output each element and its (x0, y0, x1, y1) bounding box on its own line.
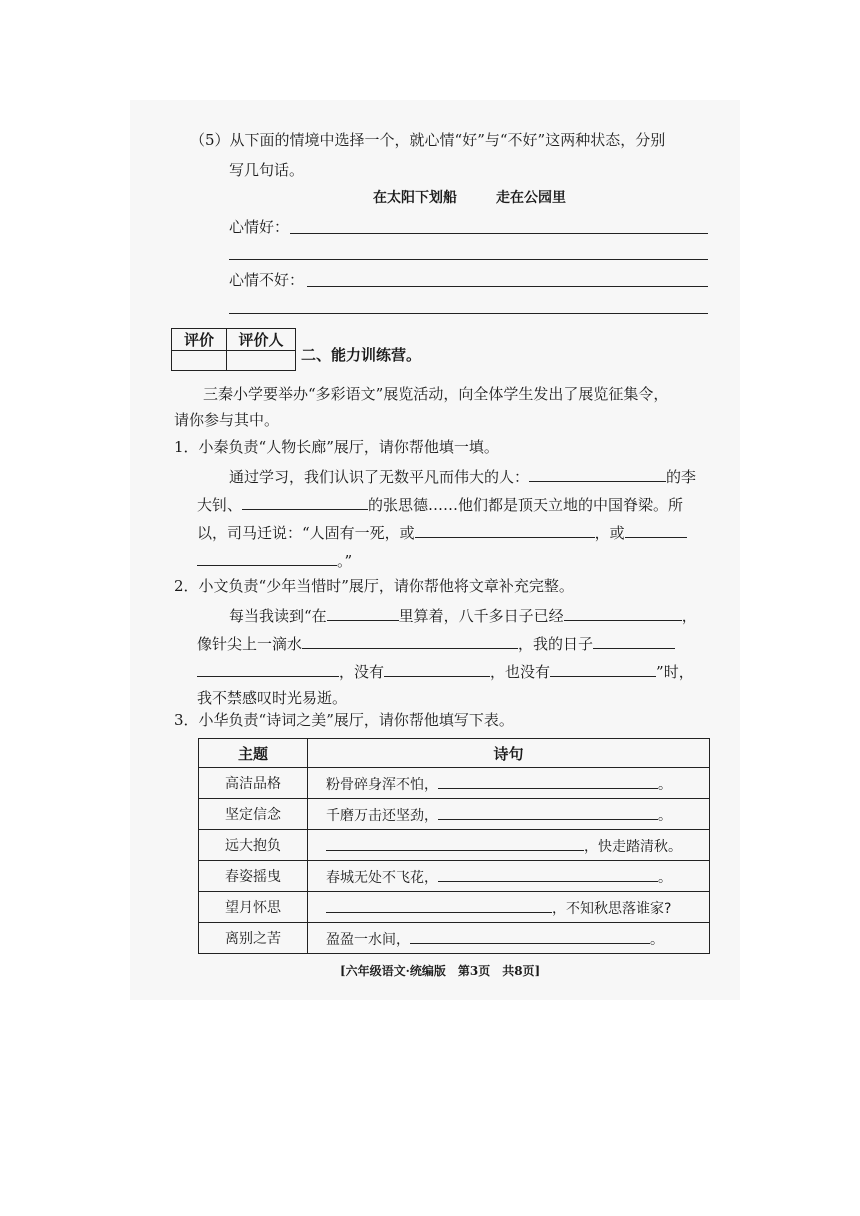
theme-cell: 远大抱负 (199, 830, 308, 861)
item2-blank-6[interactable] (384, 660, 490, 677)
verse-blank[interactable] (410, 927, 650, 944)
verse-start: 粉骨碎身浑不怕， (326, 777, 438, 793)
verse-start: 盈盈一水间， (326, 932, 410, 948)
section-title: 二、能力训练营。 (301, 346, 422, 364)
item1-blank-1[interactable] (529, 465, 666, 482)
item2-blank-3[interactable] (302, 632, 518, 649)
item2-text-c: ， (681, 607, 697, 625)
poetry-table (198, 738, 710, 954)
item1-text-b: 的李 (666, 468, 697, 486)
scene-option-1: 在太阳下划船 (373, 190, 457, 206)
item2-text-e: ，我的日子 (518, 635, 594, 653)
good-mood-answer-line[interactable] (290, 233, 708, 234)
q5-prompt-line2: 写几句话。 (229, 161, 305, 179)
evaluator-cell[interactable] (227, 351, 296, 371)
item2-heading: 2．小文负责“少年当惜时”展厅，请你帮他将文章补充完整。 (174, 577, 574, 595)
evaluator-header: 评价人 (227, 329, 296, 351)
scene-option-2: 走在公园里 (496, 190, 566, 206)
poetry-table-header (199, 739, 710, 768)
item2-text-f: ，没有 (339, 663, 385, 681)
verse-end: ，快走踏清秋。 (584, 839, 682, 855)
table-row (199, 830, 710, 861)
verse-blank[interactable] (438, 772, 658, 789)
item1-blank-3[interactable] (415, 521, 595, 538)
verse-blank[interactable] (438, 865, 658, 882)
verse-end: 。 (658, 808, 672, 824)
theme-cell: 望月怀思 (199, 892, 308, 923)
table-row (199, 799, 710, 830)
item1-blank-2[interactable] (242, 493, 368, 510)
verse-start: 春城无处不飞花， (326, 870, 438, 886)
verse-column-header: 诗句 (308, 739, 710, 768)
item2-text-a: 每当我读到“在 (229, 607, 327, 625)
item1-heading: 1．小秦负责“人物长廊”展厅，请你帮他填一填。 (174, 438, 499, 456)
page-footer: [六年级语文·统编版 第3页 共8页] (340, 964, 541, 978)
item2-text-b: 里算着，八千多日子已经 (398, 607, 564, 625)
table-row (199, 768, 710, 799)
section-intro-line2: 请你参与其中。 (174, 411, 280, 429)
item3-heading: 3．小华负责“诗词之美”展厅，请你帮他填写下表。 (174, 711, 514, 729)
section-intro-line1: 三秦小学要举办“多彩语文”展览活动，向全体学生发出了展览征集令， (203, 385, 669, 403)
verse-end: 。 (658, 870, 672, 886)
item1-text-f: ，或 (594, 524, 625, 542)
good-mood-label: 心情好： (229, 218, 290, 236)
verse-end: 。 (650, 932, 664, 948)
eval-header: 评价 (172, 329, 227, 351)
table-row (199, 892, 710, 923)
bad-mood-label: 心情不好： (229, 271, 305, 289)
item2-text-d: 像针尖上一滴水 (197, 635, 303, 653)
table-row (199, 923, 710, 954)
theme-cell: 离别之苦 (199, 923, 308, 954)
item2-text-i: 我不禁感叹时光易逝。 (197, 689, 348, 707)
theme-column-header: 主题 (199, 739, 308, 768)
item1-text-a: 通过学习，我们认识了无数平凡而伟大的人： (229, 468, 530, 486)
item1-text-c: 大钊、 (197, 496, 243, 514)
item2-blank-2[interactable] (564, 604, 682, 621)
bad-mood-answer-line-2[interactable] (229, 313, 708, 314)
verse-end: 。 (658, 777, 672, 793)
good-mood-answer-line-2[interactable] (229, 259, 708, 260)
verse-blank[interactable] (438, 803, 658, 820)
item1-blank-5[interactable] (197, 549, 337, 566)
theme-cell: 高洁品格 (199, 768, 308, 799)
item2-blank-5[interactable] (197, 660, 339, 677)
verse-blank[interactable] (326, 896, 552, 913)
verse-start: 千磨万击还坚劲， (326, 808, 438, 824)
verse-end: ，不知秋思落谁家? (552, 901, 672, 917)
item1-text-d: 的张思德……他们都是顶天立地的中国脊梁。所 (368, 496, 684, 514)
item2-text-g: ，也没有 (490, 663, 551, 681)
eval-cell[interactable] (172, 351, 227, 371)
item1-text-g: 。” (337, 552, 353, 570)
theme-cell: 春姿摇曳 (199, 861, 308, 892)
bad-mood-answer-line[interactable] (307, 286, 708, 287)
theme-cell: 坚定信念 (199, 799, 308, 830)
q5-prompt-line1: （5）从下面的情境中选择一个，就心情“好”与“不好”这两种状态，分别 (190, 131, 666, 149)
item2-text-h: ”时， (656, 663, 694, 681)
item2-blank-4[interactable] (593, 632, 675, 649)
table-row (199, 861, 710, 892)
item2-blank-1[interactable] (327, 604, 399, 621)
item1-text-e: 以，司马迁说：“人固有一死，或 (197, 524, 415, 542)
item2-blank-7[interactable] (550, 660, 656, 677)
item1-blank-4[interactable] (625, 521, 687, 538)
verse-blank[interactable] (326, 834, 584, 851)
evaluation-table (171, 328, 296, 371)
item1-text (229, 465, 696, 487)
